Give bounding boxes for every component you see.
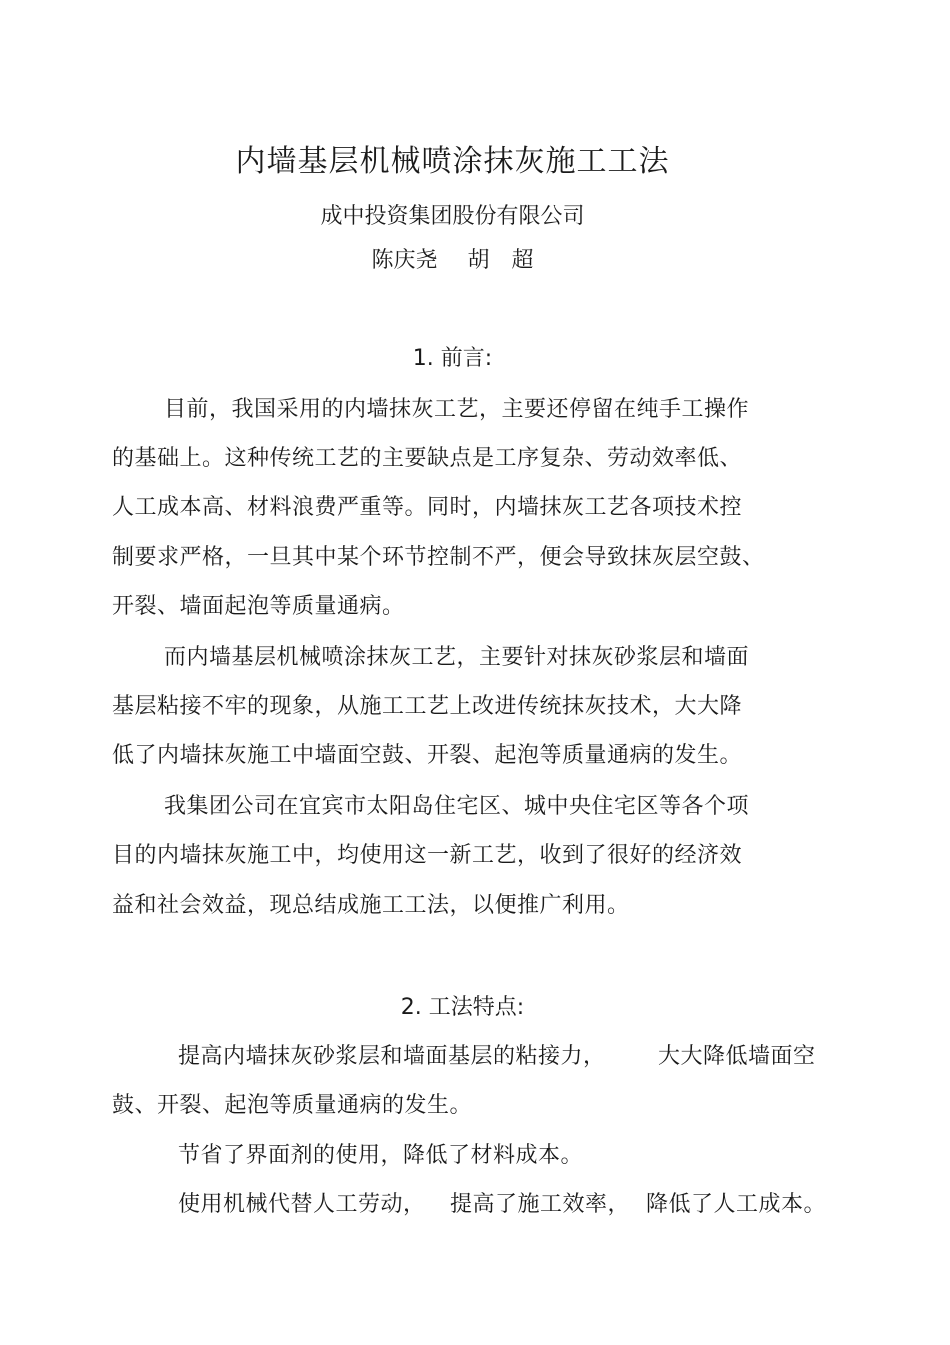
company-name: 成中投资集团股份有限公司 (320, 204, 585, 229)
paragraph-line: 大大降低墙面空 (658, 1044, 816, 1069)
authors (0, 246, 905, 276)
paragraph-line: 我集团公司在宜宾市太阳岛住宅区、城中央住宅区等各个项 (164, 794, 750, 819)
paragraph-line: 提高了施工效率， (450, 1192, 631, 1217)
section-2-heading: 2. 工法特点: (400, 995, 525, 1020)
paragraph-line: 而内墙基层机械喷涂抹灰工艺，主要针对抹灰砂浆层和墙面 (164, 645, 750, 670)
paragraph-line: 鼓、开裂、起泡等质量通病的发生。 (112, 1093, 473, 1118)
paragraph-line: 目前，我国采用的内墙抹灰工艺，主要还停留在纯手工操作 (164, 397, 750, 422)
author-2: 胡 超 (467, 248, 534, 273)
paragraph-line: 益和社会效益，现总结成施工工法，以便推广利用。 (112, 893, 630, 918)
paragraph-line: 提高内墙抹灰砂浆层和墙面基层的粘接力， (178, 1044, 606, 1069)
paragraph-line: 目的内墙抹灰施工中，均使用这一新工艺，收到了很好的经济效 (112, 843, 743, 868)
paragraph-line: 基层粘接不牢的现象，从施工工艺上改进传统抹灰技术，大大降 (112, 694, 743, 719)
paragraph-line: 节省了界面剂的使用，降低了材料成本。 (178, 1143, 584, 1168)
section-1-heading: 1. 前言: (412, 346, 493, 371)
author-1: 陈庆尧 (371, 248, 438, 273)
paragraph-line: 开裂、墙面起泡等质量通病。 (112, 594, 405, 619)
paragraph-line: 人工成本高、材料浪费严重等。同时，内墙抹灰工艺各项技术控 (112, 495, 743, 520)
paragraph-line: 低了内墙抹灰施工中墙面空鼓、开裂、起泡等质量通病的发生。 (112, 743, 743, 768)
document-title: 内墙基层机械喷涂抹灰施工工法 (235, 144, 670, 179)
paragraph-line: 降低了人工成本。 (646, 1192, 827, 1217)
paragraph-line: 使用机械代替人工劳动， (178, 1192, 426, 1217)
paragraph-line: 的基础上。这种传统工艺的主要缺点是工序复杂、劳动效率低、 (112, 446, 743, 471)
paragraph-line: 制要求严格，一旦其中某个环节控制不严，便会导致抹灰层空鼓、 (112, 545, 765, 570)
